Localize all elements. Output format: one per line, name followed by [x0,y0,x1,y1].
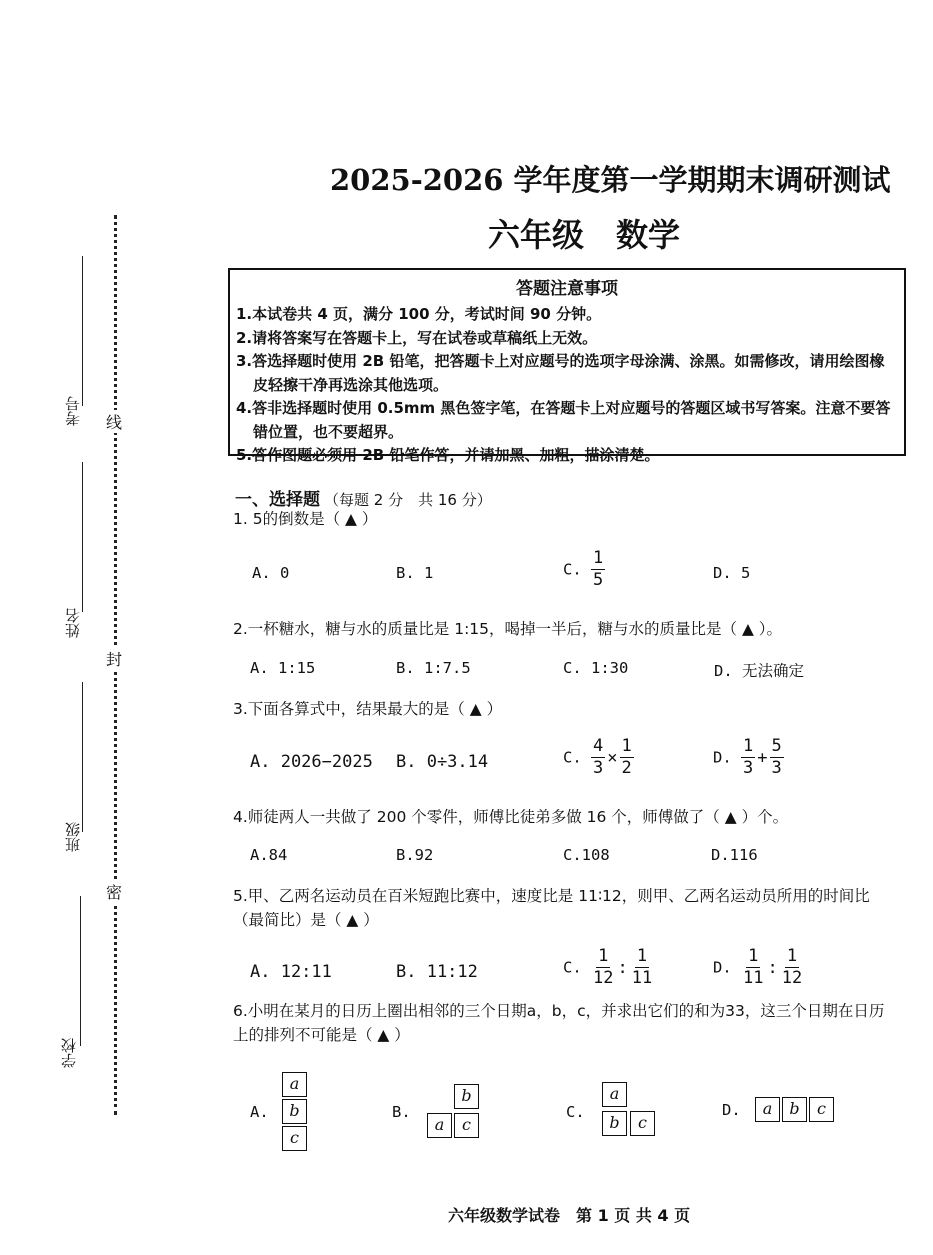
operator: : [767,957,778,978]
numerator: 1 [598,946,609,966]
fraction [741,738,755,777]
numerator: 1 [743,736,754,756]
note-item: 2.请将答案写在答题卡上，写在试卷或草稿纸上无效。 [236,328,598,347]
subject-label: 数学 [616,216,681,254]
option-label: D. [713,958,732,977]
calendar-cell-a: a [427,1113,452,1138]
numerator: 1 [748,946,759,966]
q5-option-d[interactable] [713,948,804,987]
numerator: 5 [771,736,782,756]
q6-option-d[interactable]: D. [722,1101,741,1119]
q3-option-b[interactable]: B. 0÷3.14 [396,752,489,772]
operator: + [757,747,768,768]
option-label: C. [563,748,582,767]
numerator: 1 [786,946,798,966]
denominator: 12 [593,968,614,988]
q4-option-a[interactable]: A.84 [250,846,288,864]
denominator: 3 [743,758,754,778]
option-label: D. [713,748,732,767]
denominator: 3 [771,758,782,778]
q4-option-c[interactable]: C.108 [563,846,610,864]
section-title: 一、选择题 [235,490,320,510]
denominator: 11 [743,968,764,988]
note-item: 5.答作图题必须用 2B 铅笔作答，并请加黑、加粗，描涂清楚。 [236,446,660,464]
question-2-stem: 2.一杯糖水，糖与水的质量比是 1:15，喝掉一半后，糖与水的质量比是（ ▲ ）。 [233,620,783,638]
q5-option-a[interactable]: A. 12:11 [250,962,332,982]
q1-option-b[interactable]: B. 1 [396,564,434,582]
calendar-cell-a: a [755,1097,780,1122]
question-3-stem: 3.下面各算式中，结果最大的是（ ▲ ） [233,700,503,718]
field-label-name: 姓名 [64,608,82,638]
calendar-cell-b: b [454,1084,479,1109]
denominator: 5 [593,570,604,590]
notes-heading: 答题注意事项 [516,279,618,299]
numerator: 4 [593,736,604,756]
question-6-stem: 6.小明在某月的日历上圈出相邻的三个日期a，b，c，并求出它们的和为33，这三个日期在日历上的排列不可能是（ ▲ ） [233,1002,885,1044]
exam-subtitle [488,210,680,256]
note-item: 4.答非选择题时使用 0.5mm 黑色签字笔，在答题卡上对应题号的答题区域书写答案。注意不要答错位置，也不要超界。 [236,399,891,441]
q2-option-d[interactable]: D. 无法确定 [714,662,804,680]
denominator: 2 [621,758,632,778]
q1-option-c[interactable] [563,550,605,589]
calendar-cell-b: b [282,1099,307,1124]
q3-option-a[interactable]: A. 2026−2025 [250,752,373,772]
q6-option-a[interactable]: A. [250,1103,269,1121]
denominator: 12 [781,968,803,988]
page-footer: 六年级数学试卷 第 1 页 共 4 页 [448,1206,691,1225]
fraction [591,738,605,777]
section-note: （每题 2 分 共 16 分） [324,491,492,509]
numerator: 1 [636,946,648,966]
calendar-cell-c: c [630,1111,655,1136]
calendar-cell-a: a [602,1082,627,1107]
question-1-stem: 1. 5的倒数是（ ▲ ） [233,510,378,528]
notes-list [230,303,904,468]
operator: × [607,747,618,768]
numerator: 1 [621,736,632,756]
field-line-name[interactable] [82,462,83,612]
fraction [630,948,654,987]
q4-option-d[interactable]: D.116 [711,846,758,864]
calendar-cell-c: c [454,1113,479,1138]
field-label-class: 班级 [64,822,82,852]
option-label: C. [563,560,582,579]
q5-option-c[interactable] [563,948,654,987]
exam-title: 2025-2026 学年度第一学期期末调研测试 [330,163,891,197]
q2-option-c[interactable]: C. 1:30 [563,659,629,677]
q2-option-a[interactable]: A. 1:15 [250,659,316,677]
numerator: 1 [593,548,604,568]
option-label: C. [563,958,582,977]
field-line-exam-no[interactable] [82,256,83,406]
fraction [770,738,784,777]
field-label-school: 学校 [60,1038,78,1068]
q2-option-b[interactable]: B. 1:7.5 [396,659,471,677]
field-line-school[interactable] [80,896,81,1046]
field-line-class[interactable] [82,682,83,832]
q1-option-a[interactable]: A. 0 [252,564,290,582]
note-item: 1.本试卷共 4 页，满分 100 分，考试时间 90 分钟。 [236,305,602,323]
seal-mark-seal: 封 [106,647,122,670]
fraction [620,738,634,777]
calendar-cell-c: c [282,1126,307,1151]
note-item: 3.答选择题时使用 2B 铅笔，把答题卡上对应题号的选项字母涂满、涂黑。如需修改，请用绘图橡皮轻擦干净再选涂其他选项。 [236,352,885,394]
fraction [591,948,615,987]
fraction [780,948,804,987]
calendar-cell-a: a [282,1072,307,1097]
grade-label: 六年级 [488,216,585,254]
notes-box [228,268,906,464]
seal-mark-secret: 密 [106,880,122,903]
q3-option-d[interactable] [713,738,784,777]
question-5-stem: 5.甲、乙两名运动员在百米短跑比赛中，速度比是 11∶12，则甲、乙两名运动员所用的时间比（最简比）是（ ▲ ） [233,887,870,929]
q1-option-d[interactable]: D. 5 [713,564,751,582]
denominator: 3 [593,758,604,778]
q3-option-c[interactable] [563,738,634,777]
q6-option-b[interactable]: B. [392,1103,411,1121]
fraction [591,550,605,589]
field-label-exam-no: 考号 [64,396,82,426]
q6-option-c[interactable]: C. [566,1103,585,1121]
question-4-stem: 4.师徒两人一共做了 200 个零件，师傅比徒弟多做 16 个，师傅做了（ ▲ ）个。 [233,808,789,826]
fraction [741,948,765,987]
q5-option-b[interactable]: B. 11:12 [396,962,478,982]
q4-option-b[interactable]: B.92 [396,846,434,864]
seal-mark-line: 线 [106,410,122,433]
denominator: 11 [631,968,653,988]
calendar-cell-b: b [782,1097,807,1122]
calendar-cell-c: c [809,1097,834,1122]
calendar-cell-b: b [602,1111,627,1136]
operator: : [617,957,628,978]
